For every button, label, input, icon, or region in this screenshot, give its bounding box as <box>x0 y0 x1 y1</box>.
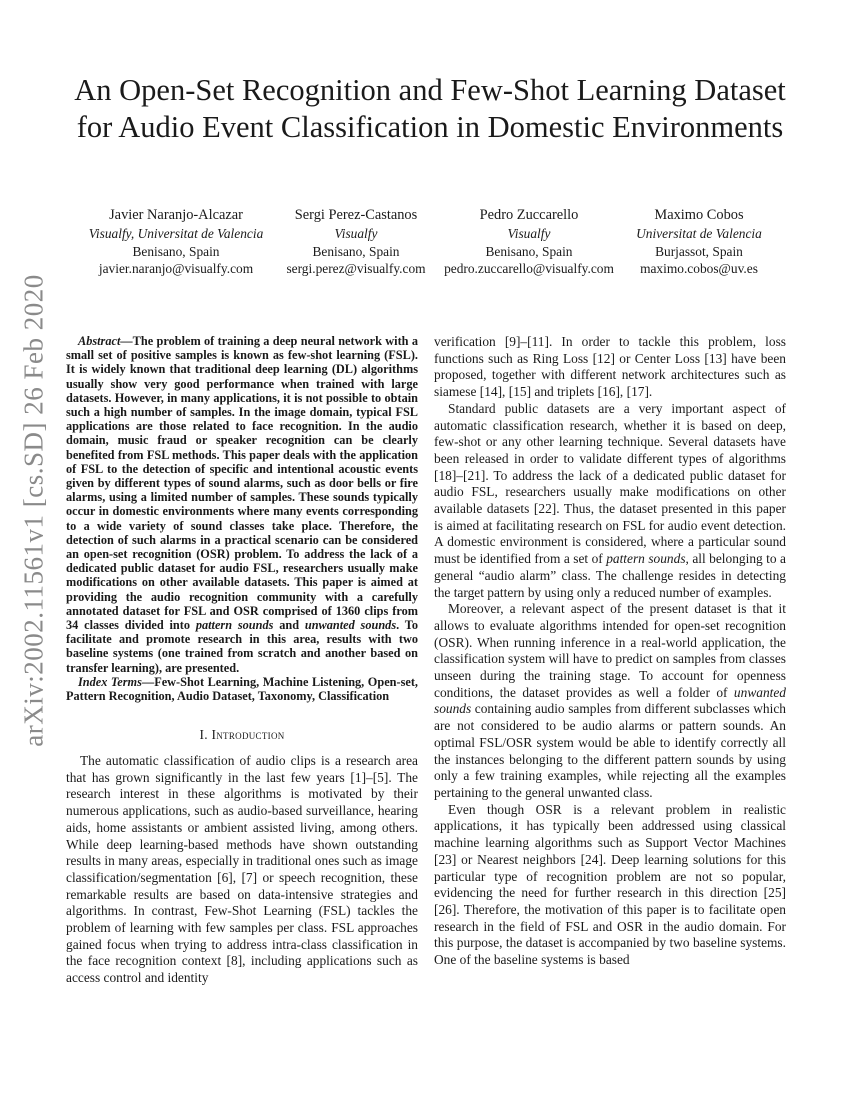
paragraph-text: Standard public datasets are a very important aspect of automatic classification research, whether it is based on deep, few-shot or any other learning technique. Several datasets have been released in order to validate different types of algorithms [18]–[21]. To address the lack of a dedicated public dataset for audio FSL, researchers usually make modifications on other available datasets [22]. Thus, the dataset presented in this paper is aimed at facilitating research on FSL for audio event detection. A domestic environment is considered, where a particular sound must be identified from a set of <box>434 400 786 567</box>
author-email: pedro.zuccarello@visualfy.com <box>444 261 614 277</box>
author-affiliation: Visualfy <box>334 225 378 241</box>
intro-paragraph-4 <box>434 601 786 801</box>
intro-paragraph-5: Even though OSR is a relevant problem in realistic applications, it has typically been addressed using classical machine learning algorithms such as Support Vector Machines [23] or Nearest neighbors [24]. Deep learning solutions for this particular type of recognition problem are not so popular, evidencing the need for further research in this direction [25] [26]. Therefore, the motivation of this paper is to facilitate open research in the field of FSL and OSR in the audio domain. For this purpose, the dataset is accompanied by two baseline systems. One of the baseline systems is based <box>434 801 786 968</box>
section-heading-introduction: I. Introduction <box>199 727 285 743</box>
index-terms-text: —Few-Shot Learning, Machine Listening, Open-set, Pattern Recognition, Audio Dataset, Taxonomy, Classification <box>66 674 418 704</box>
left-column <box>66 334 418 987</box>
abstract-text-2: and <box>273 618 305 633</box>
paragraph-text: Moreover, a relevant aspect of the present dataset is that it allows to evaluate algorithms intended for open-set recognition (OSR). When running inference in a real-world application, the classification system will have to predict on samples from classes unseen during the training stage. To account for openness conditions, the dataset provides as well a folder of <box>434 601 786 700</box>
author-email: javier.naranjo@visualfy.com <box>98 261 254 277</box>
author-location: Benisano, Spain <box>312 243 400 259</box>
author-location: Benisano, Spain <box>132 243 220 259</box>
author-location: Burjassot, Spain <box>655 243 743 259</box>
author-affiliation: Visualfy <box>507 225 551 241</box>
author-email: sergi.perez@visualfy.com <box>286 261 426 277</box>
abstract-em-pattern: pattern sounds <box>195 618 274 633</box>
arxiv-stamp <box>10 270 58 750</box>
author-name: Javier Naranjo-Alcazar <box>109 207 243 223</box>
arxiv-stamp-text: arXiv:2002.11561v1 [cs.SD] 26 Feb 2020 <box>18 273 49 747</box>
abstract-label: Abstract— <box>78 334 133 348</box>
right-column <box>434 334 786 969</box>
abstract-em-unwanted: unwanted sounds <box>304 618 397 633</box>
author-location: Benisano, Spain <box>485 243 573 259</box>
abstract-text-3: . To facilitate and promote research in this area, results with two baseline systems (one trained from scratch and another based on transfer learning), are presented. <box>66 618 418 675</box>
author-email: maximo.cobos@uv.es <box>640 261 758 277</box>
index-terms-label: Index Terms <box>78 674 142 689</box>
paragraph-text-tail: containing audio samples from different subclasses which are not considered to be audio alarms or pattern sounds. An optimal FSL/OSR system would be able to identify correctly all the instances belonging to the different pattern sounds by using only a few training examples, while rejecting all the examples pertaining to the general unwanted class. <box>434 701 786 800</box>
intro-paragraph-3 <box>434 401 786 601</box>
author-4 <box>589 207 809 278</box>
paragraph-em-unwanted: unwanted sounds <box>434 684 786 717</box>
intro-paragraph-1: The automatic classification of audio clips is a research area that has grown significantly in the last few years [1]–[5]. The research interest in these algorithms is motivated by their numerous applications, such as audio-based surveillance, hearing aids, home assistants or ambient assisted living, among others. While deep learning-based methods have shown outstanding results in many areas, especially in traditional ones such as image classification/segmentation [6], [7] or speech recognition, these remarkable results are based on data-intensive strategies and algorithms. In contrast, Few-Shot Learning (FSL) tackles the problem of learning with few samples per class. FSL approaches gained focus when trying to address intra-class classification in the face recognition context [8], including applications such as access control and identity <box>66 752 418 986</box>
author-name: Pedro Zuccarello <box>479 207 579 223</box>
paper-title: An Open-Set Recognition and Few-Shot Learning Dataset for Audio Event Classification in Domestic Environments <box>74 73 786 144</box>
author-name: Maximo Cobos <box>654 207 744 223</box>
abstract-text-1: The problem of training a deep neural network with a small set of positive samples is known as few-shot learning (FSL). It is widely known that traditional deep learning (DL) algorithms usually show very good performance when trained with large datasets. However, in many applications, it is not possible to obtain such a high number of samples. In the image domain, typical FSL applications are those related to face recognition. In the audio domain, music fraud or speaker recognition can be clearly benefited from FSL methods. This paper deals with the application of FSL to the detection of specific and intentional acoustic events given by different types of sound alarms, such as door bells or fire alarms, using a limited number of samples. These sounds typically occur in domestic environments where many events corresponding to a wide variety of sound classes take place. Therefore, the detection of such alarms in a practical scenario can be considered an open-set recognition (OSR) problem. To address the lack of a dedicated public dataset for audio FSL, researchers usually make modifications on other available datasets. This paper is aimed at providing the audio recognition community with a carefully annotated dataset for FSL and OSR comprised of 1360 clips from 34 classes divided into <box>66 334 418 633</box>
paragraph-em-pattern: pattern sounds <box>606 551 686 567</box>
author-affiliation: Universitat de Valencia <box>636 225 762 241</box>
author-block <box>0 207 850 279</box>
intro-paragraph-2: verification [9]–[11]. In order to tackle this problem, loss functions such as Ring Loss [12] or Center Loss [13] have been proposed, together with different network architectures such as siamese [14], [15] and triplets [16], [17]. <box>434 334 786 400</box>
author-affiliation: Visualfy, Universitat de Valencia <box>88 225 264 241</box>
paragraph-text-tail: , all belonging to a general “audio alarm” class. The challenge resides in detecting the target pattern by using only a reduced number of examples. <box>434 551 786 600</box>
author-name: Sergi Perez-Castanos <box>294 207 418 223</box>
index-terms <box>66 675 418 703</box>
abstract <box>66 334 418 675</box>
